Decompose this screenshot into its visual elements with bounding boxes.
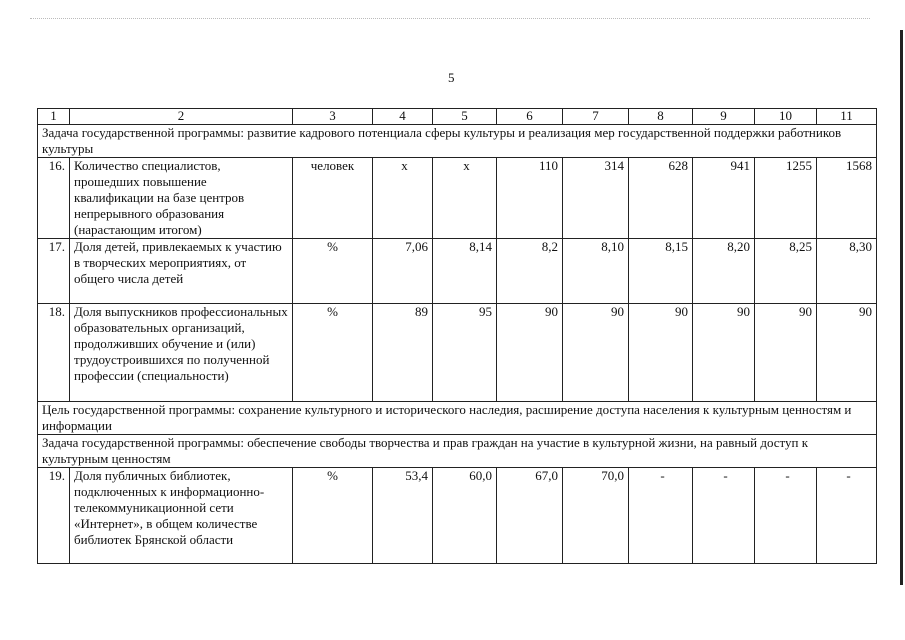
value-cell: 90	[755, 304, 817, 402]
row-number: 19.	[38, 468, 70, 564]
row-number: 16.	[38, 158, 70, 239]
value-cell: 110	[497, 158, 563, 239]
indicator-name: Количество специалистов, прошедших повышение квалификации на базе центров непрерывного образования (нарастающим итогом)	[70, 158, 293, 239]
column-header: 1	[38, 109, 70, 125]
value-cell: 90	[563, 304, 629, 402]
value-cell: 1255	[755, 158, 817, 239]
unit-cell: человек	[293, 158, 373, 239]
value-cell: 8,20	[693, 239, 755, 304]
section-row	[38, 435, 877, 468]
page-number: 5	[448, 70, 455, 85]
value-cell: 90	[817, 304, 877, 402]
row-number: 17.	[38, 239, 70, 304]
value-cell: 941	[693, 158, 755, 239]
value-cell: 90	[497, 304, 563, 402]
value-cell: -	[693, 468, 755, 564]
column-header: 4	[373, 109, 433, 125]
value-cell: 67,0	[497, 468, 563, 564]
section-row	[38, 402, 877, 435]
value-cell: 628	[629, 158, 693, 239]
unit-cell: %	[293, 468, 373, 564]
column-header: 2	[70, 109, 293, 125]
value-cell: 8,14	[433, 239, 497, 304]
value-cell: 8,2	[497, 239, 563, 304]
value-cell: 90	[693, 304, 755, 402]
value-cell: 53,4	[373, 468, 433, 564]
value-cell: 314	[563, 158, 629, 239]
table-row	[38, 304, 877, 402]
value-cell: 8,10	[563, 239, 629, 304]
value-cell: -	[629, 468, 693, 564]
column-header: 5	[433, 109, 497, 125]
value-cell: 8,15	[629, 239, 693, 304]
indicator-name: Доля публичных библиотек, подключенных к информационно-телекоммуникационной сети «Интернет», в общем количестве библиотек Брянской области	[70, 468, 293, 564]
value-cell: 89	[373, 304, 433, 402]
table-row	[38, 158, 877, 239]
indicator-name: Доля детей, привлекаемых к участию в творческих мероприятиях, от общего числа детей	[70, 239, 293, 304]
program-task-heading: Задача государственной программы: обеспечение свободы творчества и прав граждан на участие в культурной жизни, на равный доступ к культурным ценностям	[38, 435, 877, 468]
column-header: 3	[293, 109, 373, 125]
program-task-heading: Задача государственной программы: развитие кадрового потенциала сферы культуры и реализация мер государственной поддержки работников культуры	[38, 125, 877, 158]
value-cell: 90	[629, 304, 693, 402]
value-cell: 60,0	[433, 468, 497, 564]
unit-cell: %	[293, 304, 373, 402]
value-cell: х	[433, 158, 497, 239]
value-cell: -	[817, 468, 877, 564]
column-header: 9	[693, 109, 755, 125]
table-row	[38, 239, 877, 304]
value-cell: 1568	[817, 158, 877, 239]
scan-artifact-line	[30, 18, 870, 19]
program-goal-heading: Цель государственной программы: сохранение культурного и исторического наследия, расширение доступа населения к культурным ценностям и информации	[38, 402, 877, 435]
column-header: 8	[629, 109, 693, 125]
section-row	[38, 125, 877, 158]
row-number: 18.	[38, 304, 70, 402]
column-header: 11	[817, 109, 877, 125]
unit-cell: %	[293, 239, 373, 304]
column-header: 10	[755, 109, 817, 125]
indicators-table	[37, 108, 877, 564]
value-cell: 95	[433, 304, 497, 402]
value-cell: 8,25	[755, 239, 817, 304]
column-header: 7	[563, 109, 629, 125]
value-cell: х	[373, 158, 433, 239]
column-header: 6	[497, 109, 563, 125]
indicator-name: Доля выпускников профессиональных образовательных организаций, продолживших обучение и (или) трудоустроившихся по полученной профессии (специальности)	[70, 304, 293, 402]
value-cell: -	[755, 468, 817, 564]
table-row	[38, 468, 877, 564]
value-cell: 70,0	[563, 468, 629, 564]
scan-edge-bar	[900, 30, 903, 585]
value-cell: 7,06	[373, 239, 433, 304]
column-number-row	[38, 109, 877, 125]
value-cell: 8,30	[817, 239, 877, 304]
